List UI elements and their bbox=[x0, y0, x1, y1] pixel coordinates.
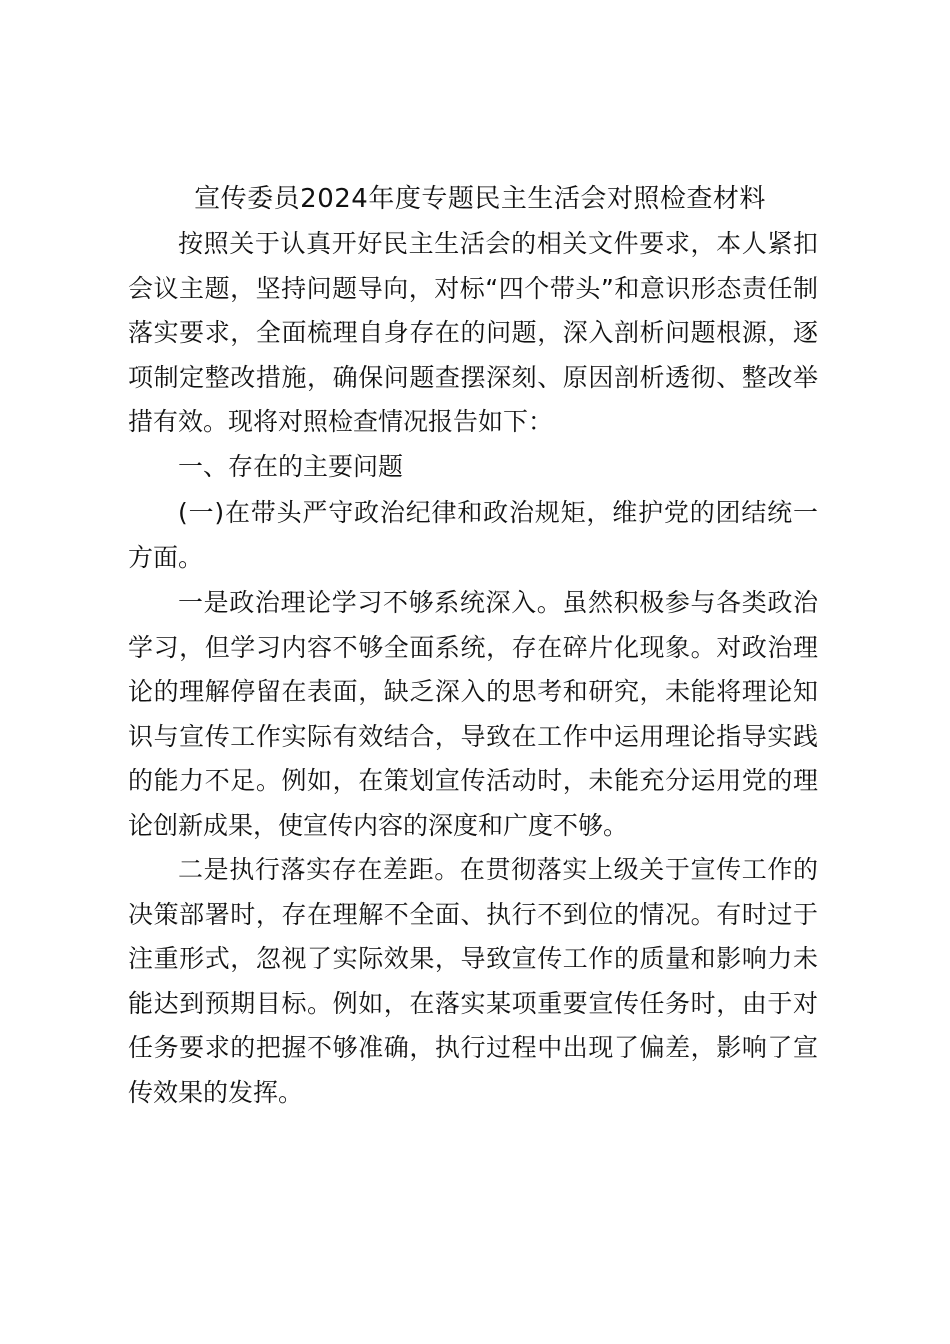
issue-paragraph-1: 一是政治理论学习不够系统深入。虽然积极参与各类政治学习，但学习内容不够全面系统，存在碎片化现象。对政治理论的理解停留在表面，缺乏深入的思考和研究，未能将理论知识与宣传工作实际有效结合，导致在工作中运用理论指导实践的能力不足。例如，在策划宣传活动时，未能充分运用党的理论创新成果，使宣传内容的深度和广度不够。 bbox=[128, 588, 818, 840]
section-heading: 一、存在的主要问题 bbox=[178, 452, 404, 481]
intro-paragraph: 按照关于认真开好民主生活会的相关文件要求，本人紧扣会议主题，坚持问题导向，对标“四个带头”和意识形态责任制落实要求，全面梳理自身存在的问题，深入剖析问题根源，逐项制定整改措施，确保问题查摆深刻、原因剖析透彻、整改举措有效。现将对照检查情况报告如下： bbox=[128, 229, 818, 437]
subsection-heading: (一)在带头严守政治纪律和政治规矩，维护党的团结统一方面。 bbox=[128, 498, 818, 572]
issue-paragraph-2: 二是执行落实存在差距。在贯彻落实上级关于宣传工作的决策部署时，存在理解不全面、执行不到位的情况。有时过于注重形式，忽视了实际效果，导致宣传工作的质量和影响力未能达到预期目标。例如，在落实某项重要宣传任务时，由于对任务要求的把握不够准确，执行过程中出现了偏差，影响了宣传效果的发挥。 bbox=[128, 855, 818, 1107]
document-title: 宣传委员2024年度专题民主生活会对照检查材料 bbox=[194, 184, 766, 214]
